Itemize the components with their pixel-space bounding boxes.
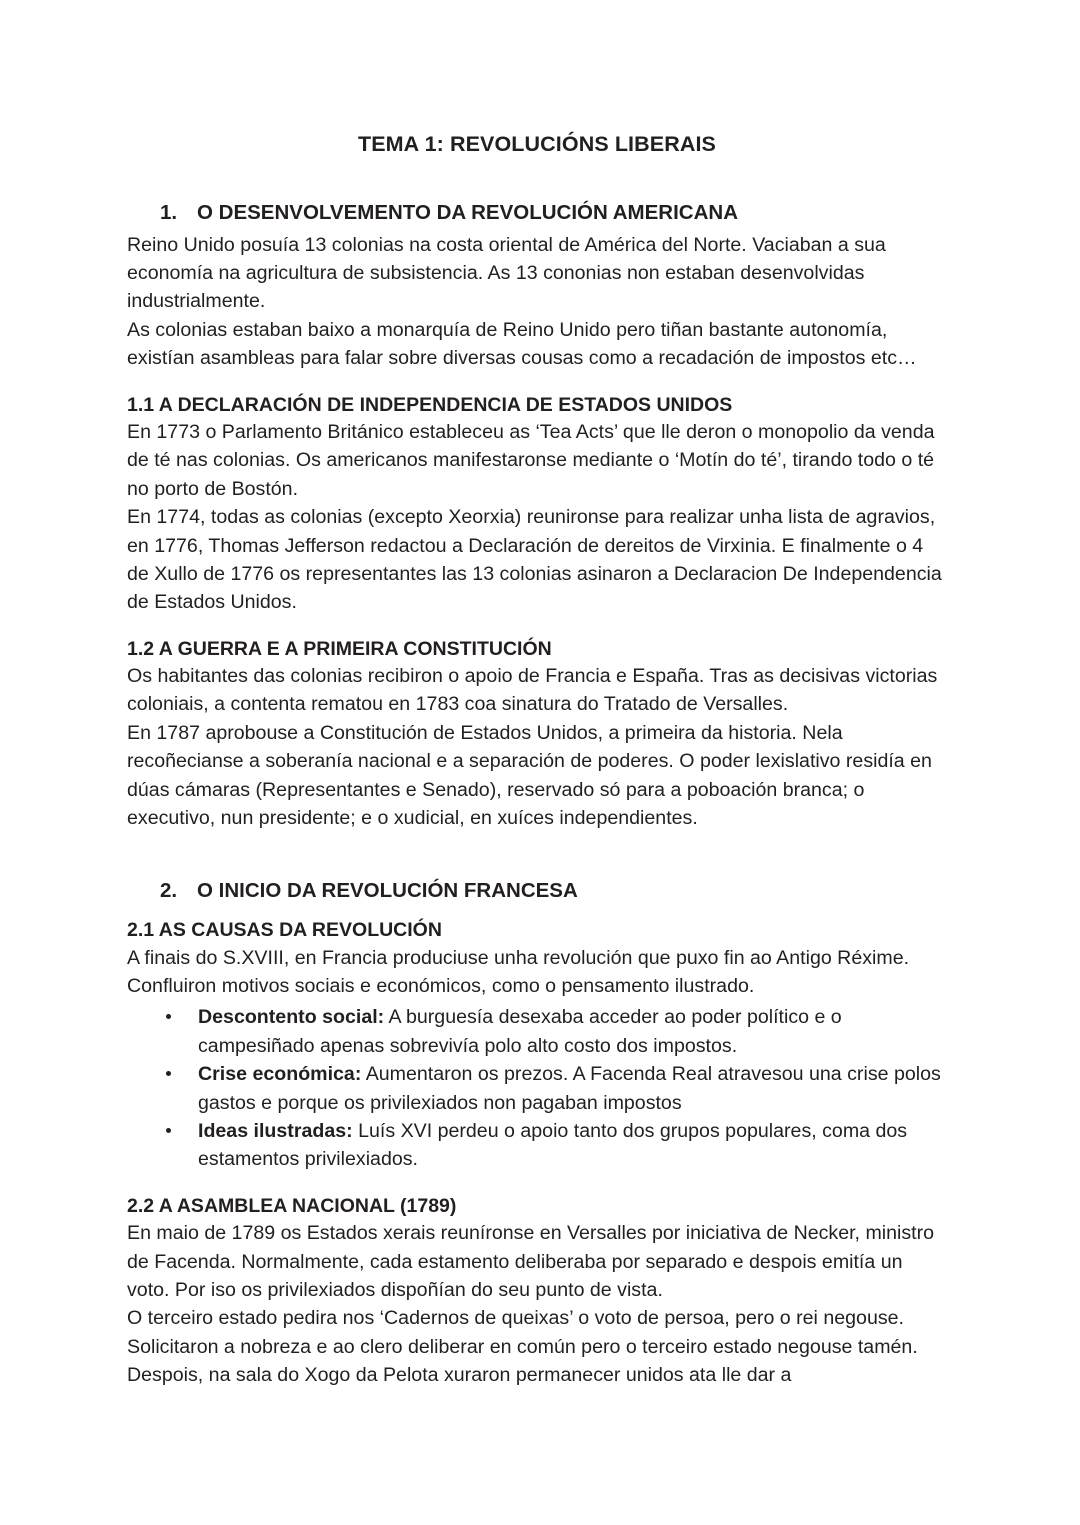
paragraph: As colonias estaban baixo a monarquía de Reino Unido pero tiñan bastante autonomía, existían asambleas para falar sobre diversas cousas como a recadación de impostos etc… [127, 318, 917, 370]
list-item [127, 1003, 947, 1060]
paragraph: En 1773 o Parlamento Británico estableceu as ‘Tea Acts’ que lle deron o monopolio da venda de té nas colonias. Os americanos manifestaronse mediante o ‘Motín do té’, tirando todo o té no porto de Bostón. [127, 420, 935, 500]
paragraph: O terceiro estado pedira nos ‘Cadernos de queixas’ o voto de persoa, pero o rei negouse. [127, 1307, 904, 1330]
list-item-term: Descontento social: [198, 1006, 385, 1029]
section-heading-1 [127, 158, 947, 227]
paragraph: Reino Unido posuía 13 colonias na costa oriental de América del Norte. Vaciaban a sua economía na agricultura de subsistencia. As 13 cononias non estaban desenvolvidas industrialmente. [127, 233, 886, 313]
list-item-term: Ideas ilustradas: [198, 1119, 353, 1142]
bullet-dot-icon [166, 1128, 171, 1133]
page-title: TEMA 1: REVOLUCIÓNS LIBERAIS [358, 132, 716, 156]
list-item-term: Crise económica: [198, 1063, 362, 1086]
subsection-heading-2-2: 2.2 A ASAMBLEA NACIONAL (1789) [127, 1194, 457, 1217]
paragraph: Solicitaron a nobreza e ao clero deliberar en común pero o terceiro estado negouse tamén. Despois, na sala do Xogo da Pelota xuraron permanecer unidos ata lle dar a [127, 1335, 918, 1387]
section-number-2: 2. [160, 878, 178, 902]
list-item-text: A burguesía desexaba acceder ao poder político e o campesiñado apenas sobrevivía polo alto costo dos impostos. [198, 1006, 842, 1057]
section-title-2: O INICIO DA REVOLUCIÓN FRANCESA [197, 878, 578, 902]
paragraph: A finais do S.XVIII, en Francia produciuse unha revolución que puxo fin ao Antigo Réxime. Confluiron motivos sociais e económicos, como o pensamento ilustrado. [127, 946, 910, 997]
section-number-1: 1. [160, 200, 178, 224]
paragraph: En 1787 aprobouse a Constitución de Estados Unidos, a primeira da historia. Nela recoñecianse a soberanía nacional e a separación de poderes. O poder lexislativo residía en dúas cámaras (Representantes e Senado), reservado só para a poboación branca; o executivo, nun presidente; e o xudicial, en xuíces independientes. [127, 721, 932, 830]
bullet-dot-icon [166, 1014, 171, 1019]
paragraph: En 1774, todas as colonias (excepto Xeorxia) reunironse para realizar unha lista de agravios, en 1776, Thomas Jefferson redactou a Declaración de dereitos de Virxinia. E finalmente o 4 de Xullo de 1776 os representantes las 13 colonias asinaron a Declaracion De Independencia de Estados Unidos. [127, 506, 942, 614]
subsection-heading-1-2: 1.2 A GUERRA E A PRIMEIRA CONSTITUCIÓN [127, 637, 552, 660]
list-item [127, 1117, 947, 1174]
section-heading-2 [127, 833, 947, 905]
list-item-text: Luís XVI perdeu o apoio tanto dos grupos populares, coma dos estamentos privilexiados. [198, 1119, 908, 1171]
list-item-text: Aumentaron os prezos. A Facenda Real atravesou una crise polos gastos e porque os privilexiados non pagaban impostos [198, 1063, 941, 1114]
document-content [127, 0, 947, 1390]
list-item [127, 1060, 947, 1117]
causes-bullet-list [127, 1000, 947, 1173]
bullet-dot-icon [166, 1071, 171, 1076]
paragraph: En maio de 1789 os Estados xerais reuníronse en Versalles por iniciativa de Necker, ministro de Facenda. Normalmente, cada estamento deliberaba por separado e despois emitía un voto. Por iso os privilexiados dispoñían do seu punto de vista. [127, 1222, 935, 1301]
section-title-1: O DESENVOLVEMENTO DA REVOLUCIÓN AMERICANA [197, 200, 739, 224]
subsection-heading-2-1: 2.1 AS CAUSAS DA REVOLUCIÓN [127, 919, 442, 942]
paragraph: Os habitantes das colonias recibiron o apoio de Francia e España. Tras as decisivas victorias coloniais, a contenta rematou en 1783 coa sinatura do Tratado de Versalles. [127, 665, 938, 716]
subsection-heading-1-1: 1.1 A DECLARACIÓN DE INDEPENDENCIA DE ESTADOS UNIDOS [127, 393, 733, 416]
